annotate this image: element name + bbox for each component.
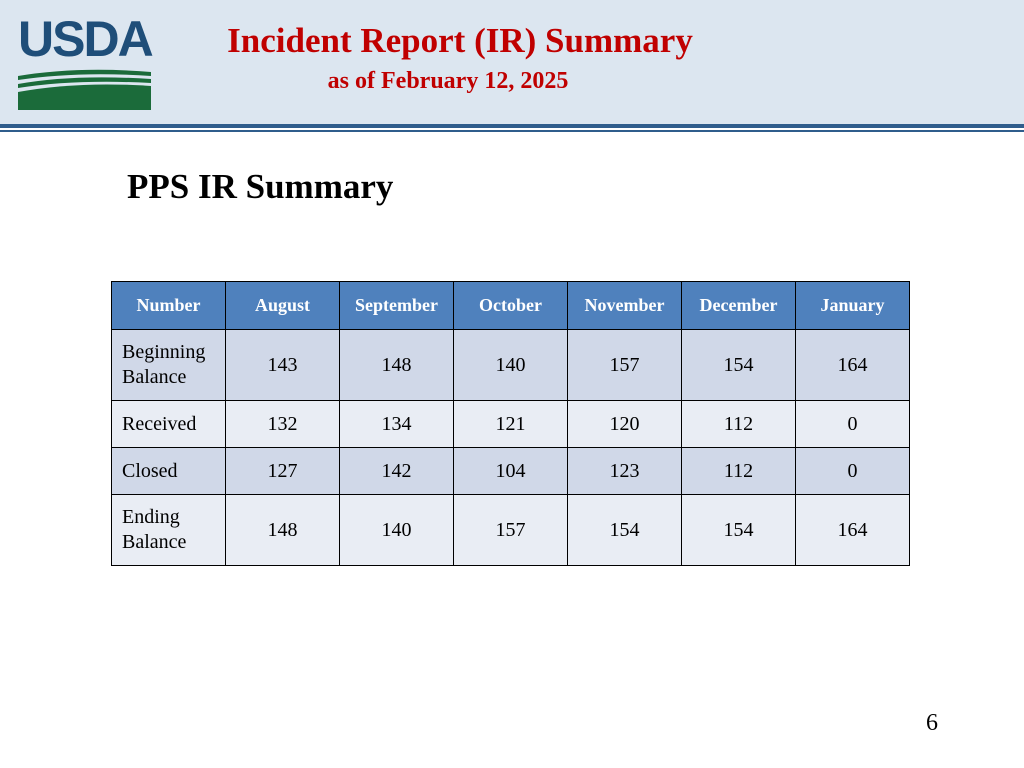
- row-label: Ending Balance: [112, 495, 226, 566]
- column-header-december: December: [682, 282, 796, 330]
- table-cell: 112: [682, 401, 796, 448]
- table-cell: 164: [796, 495, 910, 566]
- column-header-number: Number: [112, 282, 226, 330]
- table-cell: 0: [796, 401, 910, 448]
- header-divider-thin: [0, 130, 1024, 132]
- table-cell: 154: [682, 495, 796, 566]
- table-cell: 148: [226, 495, 340, 566]
- table-cell: 0: [796, 448, 910, 495]
- table-cell: 164: [796, 330, 910, 401]
- page-number: 6: [926, 710, 938, 736]
- table-cell: 154: [568, 495, 682, 566]
- table-cell: 104: [454, 448, 568, 495]
- page-subtitle: as of February 12, 2025: [327, 68, 569, 94]
- table-cell: 157: [454, 495, 568, 566]
- table-cell: 121: [454, 401, 568, 448]
- header-divider-thick: [0, 124, 1024, 128]
- column-header-january: January: [796, 282, 910, 330]
- column-header-september: September: [340, 282, 454, 330]
- table-cell: 154: [682, 330, 796, 401]
- table-cell: 140: [454, 330, 568, 401]
- column-header-november: November: [568, 282, 682, 330]
- table-cell: 140: [340, 495, 454, 566]
- row-label: Beginning Balance: [112, 330, 226, 401]
- table-cell: 120: [568, 401, 682, 448]
- table-cell: 123: [568, 448, 682, 495]
- row-label: Received: [112, 401, 226, 448]
- usda-logo-fields-icon: [18, 62, 154, 112]
- table-header-row: [112, 282, 910, 330]
- table-cell: 148: [340, 330, 454, 401]
- table-row-closed: [112, 448, 910, 495]
- table-cell: 142: [340, 448, 454, 495]
- usda-logo-text: USDA: [18, 11, 152, 67]
- page-title: Incident Report (IR) Summary: [227, 21, 693, 60]
- table-row-ending-balance: [112, 495, 910, 566]
- table-cell: 143: [226, 330, 340, 401]
- table-cell: 157: [568, 330, 682, 401]
- column-header-august: August: [226, 282, 340, 330]
- section-heading: PPS IR Summary: [127, 167, 394, 206]
- table-row-beginning-balance: [112, 330, 910, 401]
- ir-summary-table: [111, 281, 910, 566]
- table-cell: 134: [340, 401, 454, 448]
- header-band: [0, 0, 1024, 124]
- table-cell: 132: [226, 401, 340, 448]
- row-label: Closed: [112, 448, 226, 495]
- table-row-received: [112, 401, 910, 448]
- column-header-october: October: [454, 282, 568, 330]
- usda-logo: [18, 11, 154, 112]
- table-cell: 127: [226, 448, 340, 495]
- table-cell: 112: [682, 448, 796, 495]
